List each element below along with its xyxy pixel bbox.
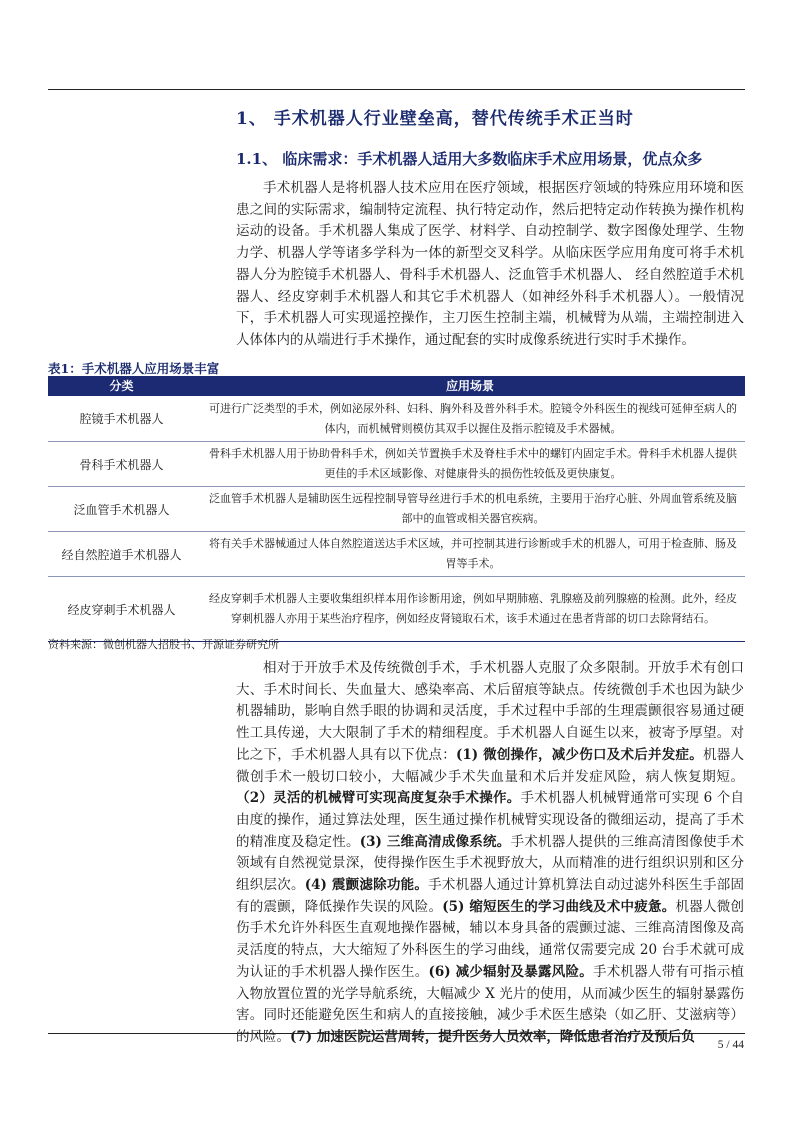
advantage-5: (5) 缩短医生的学习曲线及术中疲惫。 xyxy=(442,898,676,915)
row-category: 经自然腔道手术机器人 xyxy=(61,547,182,562)
source-note: 资料来源：微创机器人招股书、开源证券研究所 xyxy=(48,638,279,651)
row-scenario: 将有关手术器械通过人体自然腔道送达手术区域，并可控制其进行诊断或手术的机器人，可用于检查肺、肠及胃等手术。 xyxy=(209,537,737,570)
section-heading: 1、 手术机器人行业壁垒高，替代传统手术正当时 xyxy=(236,109,634,129)
table-row xyxy=(48,441,745,486)
row-category: 泛血管手术机器人 xyxy=(73,502,170,517)
footer-rule xyxy=(48,1033,745,1034)
table-title: 表1：手术机器人应用场景丰富 xyxy=(48,361,220,376)
advantage-3: (3) 三维高清成像系统。 xyxy=(359,833,511,850)
row-category: 骨科手术机器人 xyxy=(79,457,164,472)
table-header xyxy=(48,376,745,396)
table-row xyxy=(48,576,745,641)
row-scenario: 泛血管手术机器人是辅助医生远程控制导管导丝进行手术的机电系统，主要用于治疗心脏、外周血管系统及脑部中的血管或相关器官疾病。 xyxy=(209,492,737,525)
header-rule xyxy=(48,89,745,90)
application-table xyxy=(48,376,745,642)
advantage-1: (1) 微创操作，减少伤口及术后并发症。 xyxy=(455,746,704,763)
row-scenario: 可进行广泛类型的手术，例如泌尿外科、妇科、胸外科及普外科手术。腔镜令外科医生的视线可延伸至病人的体内，而机械臂则模仿其双手以握住及指示腔镜及手术器械。 xyxy=(209,401,737,435)
row-scenario: 经皮穿刺手术机器人主要收集组织样本用作诊断用途，例如早期肺癌、乳腺癌及前列腺癌的检测。此外，经皮穿刺机器人亦用于某些治疗程序，例如经皮肾镜取石术，该手术通过在患者背部的切口去除肾结石。 xyxy=(209,592,737,625)
text-run: 手术机器人带有可指示植入物放置位置的光学导航系统，大幅减少 X 光片的使用，从而减少医生的辐射暴露伤害。同时还能避免医生和病人的直接接触，减少手术医生感染（如乙肝、艾滋病等）的风险。 xyxy=(236,963,745,1045)
table-row xyxy=(48,396,745,441)
text-run: 相对于开放手术及传统微创手术，手术机器人克服了众多限制。开放手术有创口大、手术时间长、失血量大、感染率高、术后留痕等缺点。传统微创手术也因为缺少机器辅助，影响自然手眼的协调和灵活度，手术过程中手部的生理震颤很容易通过硬性工具传递，大大限制了手术的精细程度。手术机器人自诞生以来，被寄予厚望。对比之下，手术机器人具有以下优点： xyxy=(236,660,744,763)
text-run: 手术机器人通过计算机算法自动过滤外科医生手部固有的震颤，降低操作失误的风险。 xyxy=(236,877,744,915)
row-scenario: 骨科手术机器人用于协助骨科手术，例如关节置换手术及脊柱手术中的螺钉内固定手术。骨科手术机器人提供更佳的手术区域影像、对健康骨头的损伤性较低及更快康复。 xyxy=(209,447,737,480)
row-category: 腔镜手术机器人 xyxy=(79,412,164,426)
text-run: 机器人微创伤手术允许外科医生直观地操作器械，辅以本身具备的震颤过滤、三维高清图像及高灵活度的特点，大大缩短了外科医生的学习曲线，通常仅需要完成 20 台手术就可成为认证的手术机器人操作医生。 xyxy=(236,898,745,980)
text-run: 手术机器人机械臂通常可实现 6 个自由度的操作，通过算法处理，医生通过操作机械臂实现设备的微细运动，提高了手术的精准度及稳定性。 xyxy=(236,790,744,850)
header-scenario: 应用场景 xyxy=(445,379,494,393)
subsection-heading: 1.1、 临床需求：手术机器人适用大多数临床手术应用场景，优点众多 xyxy=(236,150,703,168)
advantage-2: （2）灵活的机械臂可实现高度复杂手术操作。 xyxy=(236,790,521,807)
advantages-paragraph xyxy=(236,658,744,1049)
row-category: 经皮穿刺手术机器人 xyxy=(67,602,176,617)
text-run: 机器人微创手术一般切口较小，大幅减少手术失血量和术后并发症风险，病人恢复期短。 xyxy=(236,746,745,785)
advantage-4: (4) 震颤滤除功能。 xyxy=(304,877,429,894)
table-row xyxy=(48,531,745,576)
intro-paragraph: 手术机器人是将机器人技术应用在医疗领域，根据医疗领域的特殊应用环境和医患之间的实际需求，编制特定流程、执行特定动作，然后把特定动作转换为操作机构运动的设备。手术机器人集成了医学、材料学、自动控制学、数字图像处理学、生物力学、机器人学等诸多学科为一体的新型交叉科学。从临床医学应用角度可将手术机器人分为腔镜手术机器人、骨科手术机器人、泛血管手术机器人、 经自然腔道手术机器人、经皮穿刺手术机器人和其它手术机器人（如神经外科手术机器人）。一般情况下，手术机器人可实现遥控操作，主刀医生控制主端，机械臂为从端，主端控制进入人体体内的从端进行手术操作，通过配套的实时成像系统进行实时手术操作。 xyxy=(236,180,744,348)
text-run: 手术机器人提供的三维高清图像使手术领域有自然视觉景深，使得操作医生手术视野放大，从而精准的进行组织识别和区分组织层次。 xyxy=(236,833,745,894)
header-category: 分类 xyxy=(109,379,134,393)
advantage-6: (6) 减少辐射及暴露风险。 xyxy=(428,963,594,980)
page-number: 5 / 44 xyxy=(717,1039,744,1051)
advantage-7: (7) 加速医院运营周转，提升医务人员效率，降低患者治疗及预后负 xyxy=(290,1028,695,1045)
table-row xyxy=(48,486,745,531)
